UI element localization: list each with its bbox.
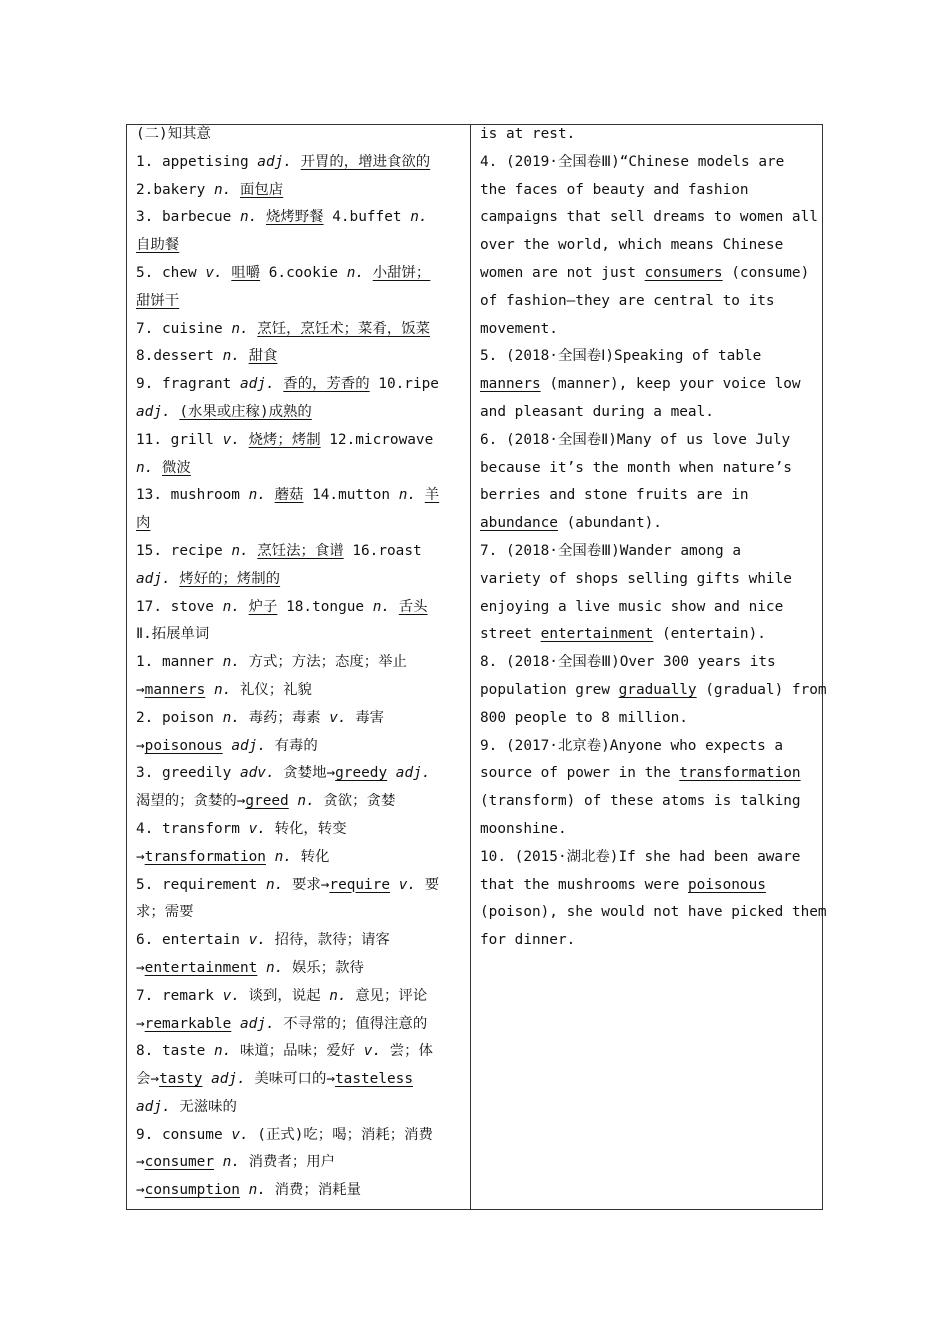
text-line bbox=[480, 288, 816, 316]
text-segment: source of power in the bbox=[480, 765, 680, 782]
text-segment: 8.dessert bbox=[136, 348, 223, 365]
text-segment: 4. (2019·全国卷Ⅲ)“Chinese models are bbox=[480, 153, 785, 170]
text-segment: → bbox=[136, 848, 145, 865]
text-segment bbox=[153, 460, 162, 476]
text-segment bbox=[249, 321, 258, 337]
text-segment: 5. chew bbox=[136, 264, 206, 281]
text-segment: 7. (2018·全国卷Ⅲ)Wander among a bbox=[480, 542, 742, 559]
part-of-speech: n. bbox=[213, 181, 232, 198]
text-segment: 1. manner bbox=[136, 654, 223, 671]
answer-word: gradually bbox=[618, 681, 697, 698]
text-segment: 不寻常的；值得注意的 bbox=[274, 1015, 428, 1032]
answer-word: 开胃的，增进食欲的 bbox=[300, 153, 431, 170]
text-segment: 10.ripe bbox=[369, 376, 439, 393]
answer-word: 面包店 bbox=[239, 181, 284, 198]
text-segment: is at rest. bbox=[480, 126, 576, 142]
part-of-speech: n. bbox=[329, 987, 347, 1004]
answer-word: poisonous bbox=[144, 737, 223, 754]
part-of-speech: n. bbox=[239, 209, 258, 226]
text-segment bbox=[249, 543, 258, 559]
text-line bbox=[136, 371, 462, 399]
text-segment: (entertain). bbox=[653, 626, 766, 643]
text-segment bbox=[231, 182, 240, 198]
text-line bbox=[136, 566, 462, 594]
part-of-speech: adj. bbox=[136, 403, 171, 420]
text-line bbox=[136, 1011, 462, 1039]
part-of-speech: n. bbox=[248, 487, 266, 504]
text-segment: over the world, which means Chinese bbox=[480, 237, 784, 254]
part-of-speech: adj. bbox=[395, 765, 431, 782]
text-segment: 7. remark bbox=[136, 987, 223, 1004]
text-segment: 美味可口的→ bbox=[245, 1071, 336, 1088]
text-segment: → bbox=[136, 681, 145, 698]
answer-word: tasty bbox=[159, 1071, 203, 1088]
text-segment: 8. (2018·全国卷Ⅲ)Over 300 years its bbox=[480, 654, 776, 671]
answer-word: 烤好的；烤制的 bbox=[179, 570, 281, 587]
text-segment bbox=[240, 1182, 249, 1198]
part-of-speech: n. bbox=[222, 654, 240, 671]
text-line bbox=[136, 232, 462, 260]
text-line bbox=[136, 927, 462, 955]
text-segment: the faces of beauty and fashion bbox=[480, 181, 749, 198]
text-segment bbox=[240, 348, 249, 364]
text-segment: 3. barbecue bbox=[136, 209, 240, 226]
text-line bbox=[136, 343, 462, 371]
text-segment bbox=[205, 682, 214, 698]
text-line bbox=[480, 733, 816, 761]
text-segment: Ⅱ.拓展单词 bbox=[136, 626, 210, 643]
text-line bbox=[480, 121, 816, 149]
text-line bbox=[136, 621, 462, 649]
text-line bbox=[136, 427, 462, 455]
text-segment: 14.mutton bbox=[303, 487, 399, 504]
text-segment bbox=[387, 765, 396, 781]
answer-word: 微波 bbox=[162, 459, 191, 476]
text-line bbox=[480, 760, 816, 788]
text-segment: 9. (2017·北京卷)Anyone who expects a bbox=[480, 737, 784, 754]
part-of-speech: adj. bbox=[231, 737, 266, 754]
text-segment: 招待，款待；请客 bbox=[265, 932, 390, 949]
text-line bbox=[480, 844, 816, 872]
answer-word: consumers bbox=[644, 264, 723, 281]
part-of-speech: n. bbox=[231, 320, 249, 337]
answer-word: transformation bbox=[144, 848, 266, 865]
part-of-speech: adj. bbox=[239, 376, 275, 393]
text-segment: 4.buffet bbox=[323, 209, 411, 226]
text-line bbox=[480, 677, 827, 705]
text-segment: movement. bbox=[480, 320, 558, 337]
part-of-speech: v. bbox=[398, 876, 417, 893]
text-segment: → bbox=[136, 737, 145, 754]
answer-word: consumption bbox=[144, 1182, 240, 1199]
text-segment: 谈到，说起 bbox=[239, 987, 330, 1004]
text-line bbox=[136, 149, 462, 177]
part-of-speech: n. bbox=[265, 959, 284, 976]
text-line bbox=[480, 260, 816, 288]
text-segment bbox=[416, 487, 425, 503]
text-line bbox=[136, 288, 462, 316]
answer-word: 羊 bbox=[424, 487, 440, 504]
text-line bbox=[480, 899, 827, 927]
text-segment: because it’s the month when nature’s bbox=[480, 459, 792, 476]
text-segment: 800 people to 8 million. bbox=[480, 709, 688, 726]
text-segment: 意见；评论 bbox=[346, 987, 428, 1004]
part-of-speech: n. bbox=[372, 598, 391, 615]
answer-word: entertainment bbox=[144, 959, 258, 976]
text-segment: population grew bbox=[480, 681, 619, 698]
part-of-speech: n. bbox=[248, 1182, 266, 1199]
part-of-speech: n. bbox=[346, 264, 365, 281]
text-segment: 娱乐；款待 bbox=[283, 959, 364, 976]
text-segment bbox=[231, 1016, 240, 1032]
answer-word: 小甜饼； bbox=[372, 264, 431, 281]
text-segment: → bbox=[136, 1182, 145, 1199]
text-segment: 6. (2018·全国卷Ⅱ)Many of us love July bbox=[480, 431, 791, 448]
text-segment bbox=[275, 376, 284, 392]
text-segment bbox=[240, 599, 249, 615]
text-segment: 味道；品味；爱好 bbox=[231, 1043, 364, 1060]
text-segment bbox=[214, 1154, 223, 1170]
text-segment: 15. recipe bbox=[136, 542, 232, 559]
text-line bbox=[480, 538, 816, 566]
answer-word: abundance bbox=[480, 515, 558, 532]
right-column bbox=[480, 121, 827, 955]
text-segment: 贪欲；贪婪 bbox=[314, 793, 396, 810]
answer-word: 烹饪，烹饪术；菜肴，饭菜 bbox=[257, 320, 431, 337]
text-line bbox=[480, 566, 816, 594]
part-of-speech: v. bbox=[248, 932, 266, 949]
answer-word: entertainment bbox=[540, 626, 654, 643]
text-segment: and pleasant during a meal. bbox=[480, 403, 714, 420]
text-segment: 18.tongue bbox=[277, 598, 373, 615]
answer-word: 烧烤；烤制 bbox=[248, 431, 321, 448]
text-segment: for dinner. bbox=[480, 932, 576, 949]
text-segment: 5. (2018·全国卷Ⅰ)Speaking of table bbox=[480, 348, 762, 365]
answer-word: 甜食 bbox=[248, 348, 278, 365]
answer-word: 烹饪法；食谱 bbox=[257, 542, 344, 559]
answer-word: transformation bbox=[679, 765, 801, 782]
text-segment: 13. mushroom bbox=[136, 487, 249, 504]
text-segment: 12.microwave bbox=[320, 431, 434, 448]
text-line bbox=[480, 177, 816, 205]
text-segment: that the mushrooms were bbox=[480, 876, 688, 893]
text-line bbox=[136, 705, 462, 733]
text-segment bbox=[257, 209, 266, 225]
text-segment: 无滋味的 bbox=[170, 1098, 237, 1115]
text-line bbox=[480, 510, 816, 538]
text-segment: 毒害 bbox=[346, 709, 385, 726]
part-of-speech: n. bbox=[231, 542, 249, 559]
text-segment bbox=[223, 265, 232, 281]
answer-word: 自助餐 bbox=[136, 237, 180, 254]
part-of-speech: v. bbox=[205, 264, 223, 281]
part-of-speech: adj. bbox=[211, 1071, 246, 1088]
column-divider bbox=[470, 124, 471, 1210]
answer-word: 舌头 bbox=[398, 598, 428, 615]
text-segment: (poison), she would not have picked them bbox=[480, 904, 827, 921]
text-segment: 7. cuisine bbox=[136, 320, 232, 337]
text-line bbox=[136, 121, 462, 149]
answer-word: manners bbox=[480, 376, 541, 393]
text-segment: → bbox=[136, 1015, 145, 1032]
text-line bbox=[136, 788, 462, 816]
answer-word: greed bbox=[245, 793, 289, 810]
text-line bbox=[136, 399, 462, 427]
text-line bbox=[136, 899, 462, 927]
text-line bbox=[480, 371, 816, 399]
part-of-speech: n. bbox=[214, 681, 232, 698]
text-segment: 方式；方法；态度；举止 bbox=[239, 654, 407, 671]
answer-word: 甜饼干 bbox=[136, 292, 180, 309]
answer-word: 肉 bbox=[136, 515, 151, 532]
text-line bbox=[136, 983, 462, 1011]
text-line bbox=[480, 427, 816, 455]
answer-word: 蘑菇 bbox=[274, 487, 304, 504]
text-line bbox=[480, 594, 816, 622]
text-line bbox=[136, 1094, 462, 1122]
part-of-speech: n. bbox=[265, 876, 284, 893]
text-line bbox=[480, 455, 816, 483]
text-segment: enjoying a live music show and nice bbox=[480, 598, 784, 615]
text-segment bbox=[292, 154, 301, 170]
text-line bbox=[480, 927, 816, 955]
text-line bbox=[480, 872, 816, 900]
text-segment bbox=[266, 849, 275, 865]
text-line bbox=[136, 649, 462, 677]
text-segment: 要 bbox=[416, 876, 440, 893]
text-line bbox=[480, 788, 816, 816]
answer-word: remarkable bbox=[144, 1015, 232, 1032]
text-segment: 求；需要 bbox=[136, 904, 194, 921]
text-segment: 10. (2015·湖北卷)If she had been aware bbox=[480, 848, 801, 865]
text-line bbox=[136, 316, 462, 344]
text-line bbox=[136, 733, 462, 761]
text-segment: 2.bakery bbox=[136, 181, 214, 198]
text-line bbox=[480, 149, 816, 177]
left-column bbox=[136, 121, 462, 1205]
answer-word: poisonous bbox=[687, 876, 766, 893]
text-line bbox=[136, 538, 462, 566]
part-of-speech: adj. bbox=[239, 1015, 275, 1032]
part-of-speech: adv. bbox=[239, 765, 275, 782]
part-of-speech: n. bbox=[222, 1154, 240, 1171]
answer-word: require bbox=[329, 876, 391, 893]
text-line bbox=[136, 482, 462, 510]
text-segment bbox=[257, 960, 266, 976]
text-segment: of fashion—they are central to its bbox=[480, 292, 775, 309]
part-of-speech: n. bbox=[297, 793, 315, 810]
text-line bbox=[136, 204, 462, 232]
text-segment: 3. greedily bbox=[136, 765, 240, 782]
text-segment: 9. fragrant bbox=[136, 376, 240, 393]
text-line bbox=[136, 955, 462, 983]
text-segment: 要求→ bbox=[283, 876, 330, 893]
answer-word: consumer bbox=[144, 1154, 214, 1171]
text-line bbox=[480, 816, 816, 844]
part-of-speech: v. bbox=[231, 1126, 249, 1143]
part-of-speech: v. bbox=[222, 987, 240, 1004]
text-segment: 8. taste bbox=[136, 1043, 214, 1060]
text-segment: 尝；体 bbox=[381, 1043, 433, 1060]
text-segment: 16.roast bbox=[343, 542, 422, 559]
text-segment: campaigns that sell dreams to women all bbox=[480, 209, 818, 226]
text-segment: 毒药；毒素 bbox=[239, 709, 330, 726]
answer-word: 咀嚼 bbox=[231, 264, 261, 281]
text-line bbox=[136, 260, 462, 288]
text-line bbox=[480, 482, 816, 510]
text-segment: 有毒的 bbox=[265, 737, 318, 754]
answer-word: tasteless bbox=[335, 1071, 413, 1088]
text-segment: moonshine. bbox=[480, 820, 567, 837]
text-segment: 6.cookie bbox=[260, 264, 347, 281]
text-line bbox=[136, 760, 462, 788]
part-of-speech: n. bbox=[136, 459, 154, 476]
part-of-speech: n. bbox=[213, 1043, 232, 1060]
text-line bbox=[480, 204, 816, 232]
text-segment: 消费者；用户 bbox=[239, 1154, 335, 1171]
text-segment bbox=[266, 487, 275, 503]
answer-word: 香的，芳香的 bbox=[283, 376, 370, 393]
part-of-speech: n. bbox=[222, 598, 240, 615]
text-segment: 转化，转变 bbox=[265, 820, 347, 837]
part-of-speech: n. bbox=[274, 848, 292, 865]
text-segment: → bbox=[136, 1154, 145, 1171]
text-segment: berries and stone fruits are in bbox=[480, 487, 749, 504]
text-segment: 4. transform bbox=[136, 820, 249, 837]
part-of-speech: adj. bbox=[136, 1098, 171, 1115]
text-segment bbox=[202, 1071, 211, 1087]
text-segment: (manner), keep your voice low bbox=[540, 376, 801, 393]
text-line bbox=[480, 621, 816, 649]
text-line bbox=[136, 1122, 462, 1150]
text-line bbox=[136, 872, 462, 900]
text-segment: 贪婪地→ bbox=[274, 765, 336, 782]
answer-word: (水果或庄稼)成熟的 bbox=[179, 403, 312, 420]
part-of-speech: n. bbox=[398, 487, 417, 504]
part-of-speech: v. bbox=[222, 431, 240, 448]
text-segment: (gradual) from bbox=[696, 681, 827, 698]
text-segment bbox=[390, 877, 399, 893]
text-segment: (二)知其意 bbox=[136, 126, 211, 142]
text-segment: 17. stove bbox=[136, 598, 223, 615]
text-segment: → bbox=[136, 959, 145, 976]
text-segment: variety of shops selling gifts while bbox=[480, 570, 792, 587]
text-segment: 1. appetising bbox=[136, 153, 258, 170]
answer-word: 炉子 bbox=[248, 598, 278, 615]
text-segment: (consume) bbox=[722, 264, 810, 281]
text-line bbox=[136, 455, 462, 483]
text-line bbox=[136, 816, 462, 844]
text-line bbox=[136, 677, 462, 705]
text-line bbox=[136, 844, 462, 872]
text-segment: street bbox=[480, 626, 541, 643]
text-segment: 消费；消耗量 bbox=[265, 1182, 361, 1199]
text-segment: 9. consume bbox=[136, 1126, 232, 1143]
part-of-speech: adj. bbox=[136, 570, 171, 587]
text-line bbox=[136, 1149, 462, 1177]
text-segment: (transform) of these atoms is talking bbox=[480, 793, 801, 810]
text-line bbox=[136, 1177, 462, 1205]
text-segment: 渴望的；贪婪的→ bbox=[136, 793, 246, 810]
text-segment: 2. poison bbox=[136, 709, 223, 726]
part-of-speech: n. bbox=[222, 348, 240, 365]
answer-word: 烧烤野餐 bbox=[265, 209, 324, 226]
part-of-speech: v. bbox=[329, 709, 347, 726]
text-segment bbox=[390, 599, 399, 615]
text-line bbox=[480, 399, 816, 427]
text-segment: women are not just bbox=[480, 264, 645, 281]
text-line bbox=[136, 177, 462, 205]
text-line bbox=[136, 1066, 462, 1094]
text-segment: 转化 bbox=[291, 848, 330, 865]
text-segment: 11. grill bbox=[136, 431, 223, 448]
part-of-speech: v. bbox=[363, 1043, 382, 1060]
text-segment: (abundant). bbox=[557, 515, 662, 532]
text-segment bbox=[364, 265, 373, 281]
text-segment: (正式)吃；喝；消耗；消费 bbox=[248, 1126, 433, 1143]
part-of-speech: adj. bbox=[257, 153, 292, 170]
part-of-speech: v. bbox=[248, 820, 266, 837]
part-of-speech: n. bbox=[410, 209, 428, 226]
answer-word: greedy bbox=[335, 765, 388, 782]
text-line bbox=[480, 343, 816, 371]
part-of-speech: n. bbox=[222, 709, 240, 726]
text-line bbox=[136, 510, 462, 538]
text-segment: 会→ bbox=[136, 1071, 160, 1088]
text-segment: 礼仪；礼貌 bbox=[231, 681, 312, 698]
text-segment: 5. requirement bbox=[136, 876, 266, 893]
text-line bbox=[480, 232, 816, 260]
text-segment bbox=[240, 432, 249, 448]
text-segment: 6. entertain bbox=[136, 932, 249, 949]
text-line bbox=[480, 649, 816, 677]
answer-word: manners bbox=[144, 681, 206, 698]
text-line bbox=[136, 594, 462, 622]
text-line bbox=[480, 316, 816, 344]
text-line bbox=[480, 705, 816, 733]
text-line bbox=[136, 1038, 462, 1066]
